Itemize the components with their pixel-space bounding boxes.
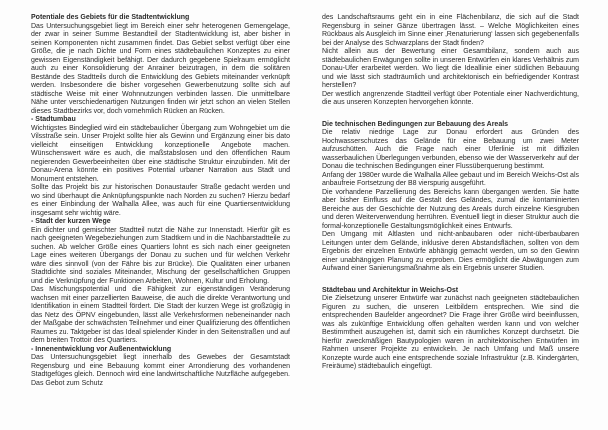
paragraph: Den Umgang mit Altlasten und nicht-anbaubaren oder nicht-überbaubaren Leitungen unter dem Gelände, inklusive deren Abstandsflächen, sollten von dem Ergebnis der einzelnen Entwürfe abhängig gemacht werden, um so den Gewinn einer unabhängigen Planung zu erproben. Dies ermöglicht die Abwägungen zum Aufwand einer Sanierungsmaßnahme als ein Ergebnis unserer Studien. bbox=[322, 231, 579, 272]
section-innenentwicklung bbox=[31, 346, 290, 389]
subsection-heading: - Innenentwicklung vor Außenentwicklung bbox=[31, 345, 172, 353]
subsection-heading: - Stadt der kurzen Wege bbox=[31, 218, 111, 225]
section-technische-bedingungen bbox=[322, 121, 579, 274]
section-heading: Potentiale des Gebiets für die Stadtentwicklung bbox=[31, 14, 190, 21]
paragraph: Nicht allein aus der Bewertung einer Gesamtbilanz, sondern auch aus städtebaulichen Erwägungen sollte in unseren Entwürfen ein klares Verhältnis zum Donau-Ufer erarbeitet werden. Wo liegt die Ideallinie einer südlichen Bebauung und wie lässt sich stadträumlich und architektonisch ein befriedigender Kontrast herstellen? bbox=[322, 48, 579, 89]
paragraph: des Landschaftsraums geht ein in eine Flächenbilanz, die sich auf die Stadt Regensburg in seiner Gänze übertragen lässt. – Welche Möglichkeiten eines Rückbaus als Ausgleich im Sinne einer ‚Renaturierung‘ lassen sich gegebenenfalls bei der Analyse des Schwarzplans der Stadt finden? bbox=[322, 14, 579, 47]
section-continuation bbox=[322, 14, 579, 108]
paragraph: Ein dichter und gemischter Stadtteil nutzt die Nähe zur Innenstadt. Hierfür gilt es nach geeigneten Wegebeziehungen zum Stadtkern und in die Nachbarstadtteile zu suchen. Ab welcher Größe eines Quartiers lohnt es sich nach einer geeigneten Lage eines weiteren Übergangs der Donau zu suchen und für welchen Verkehr wäre dies sinnvoll (von der Fähre bis zur Brücke). Die Qualitäten einer urbanen Stadtdichte sind soziales Miteinander, Mischung der gesellschaftlichen Gruppen und die Verknüpfung der Funktionen Arbeiten, Wohnen, Kultur und Erholung. bbox=[31, 226, 290, 285]
section-heading: Städtebau und Architektur in Weichs-Ost bbox=[322, 286, 459, 294]
paragraph: Die Zielsetzung unserer Entwürfe war zunächst nach geeigneten städtebaulichen Figuren zu suchen, die unseren Leitbildern entsprechen. Wie sind die entsprechenden Baufelder angeordnet? Die Frage ihrer Größe wird beeinflussen, was als zukünftige Entwicklung offen gehalten werden kann und von welcher Bestimmtheit auszugehen ist, damit sich ein räumliches Konzept durchsetzt. Die hierfür zweckmäßigen Bautypologien waren in architektonischen Entwürfen im Rahmen unserer Projekte zu entwickeln. Je nach Umfang und Maß unsere Konzepte wurde auch eine entsprechende soziale Infrastruktur (z.B. Kindergärten, Freiräume) städtebaulich eingefügt. bbox=[322, 295, 579, 370]
right-column bbox=[322, 14, 579, 372]
paragraph: Sollte das Projekt bis zur historischen Donaustaufer Straße gedacht werden und wo sind überhaupt die Anknüpfungspunkte nach Norden zu suchen? Hierzu bedarf es einer Einbindung der Walhalla Allee, was auch für eine Quartiersentwicklung insgesamt sehr wichtig wäre. bbox=[31, 184, 290, 217]
paragraph: Anfang der 1980er wurde die Walhalla Allee gebaut und im Bereich Weichs-Ost als anbaufreie Fortsetzung der B8 vierspurig ausgeführt. bbox=[322, 171, 579, 187]
section-staedtebau-architektur bbox=[322, 287, 579, 372]
section-stadtumbau bbox=[31, 116, 290, 218]
section-heading: Die technischen Bedingungen zur Bebauung des Areals bbox=[322, 120, 509, 128]
paragraph: Die vorhandene Parzellierung des Bereichs kann übergangen werden. Sie hatte aber bisher Einfluss auf die Gestalt des Geländes, zumal die kontaminierten Bereiche aus der Geschichte der Nutzung des Areals durch einzelne Kiesgruben und deren Weiterverwendung herrühren. Eventuell liegt in dieser Struktur auch die formal-konzeptionelle Gestaltungsmöglichkeit eines Entwurfs. bbox=[322, 188, 579, 230]
paragraph: Das Mischungspotential und die Fähigkeit zur eigenständigen Veränderung wachsen mit einer parzellierten Bauweise, die auch die direkte Verantwortung und Identifikation in einem Stadtteil fördert. Die Stadt der kurzen Wege ist großzügig in das Netz des ÖPNV eingebunden, lässt alle Verkehrsformen nebeneinander nach der Maßgabe der schwächsten Teilnehmer und einer Qualifizierung des öffentlichen Raumes zu. Taktgeber ist das Ideal spielender Kinder in den Seitenstraßen und auf dem breiten Trottoir des Quartiers. bbox=[31, 286, 290, 344]
paragraph: Das Untersuchungsgebiet liegt im Bereich einer sehr heterogenen Gemengelage, der zwar in seiner Summe Bestandteil der Stadtentwicklung ist, aber bisher in seinen Komponenten nicht zusammen findet. Das Gebiet selbst verfügt über eine Größe, die je nach Dichte und Form eines städtebaulichen Konzeptes zu einer gewissen Eigenständigkeit befähigt. Der dadurch gegebene Spielraum ermöglicht auch zu einer Konsolidierung der Anrainer beizutragen, in dem die solitären Bestände des Stadtteils durch die Entwicklung des Gebiets miteinander verknüpft werden. Insbesondere die bisher vorgesehen Gewerbenutzung sollte sich auf städtische Weise mit einer Wohnnutzungen verbinden lassen. Die unmittelbare Nähe unter verschiedenartigen Nutzungen finden wir jetzt schon an vielen Stellen dieses Stadtbezirks vor, doch vornehmlich Rücken an Rücken. bbox=[31, 22, 290, 115]
paragraph: Das Untersuchungsgebiet liegt innerhalb des Gewebes der Gesamtstadt Regensburg und eine Bebauung kommt einer Arrondierung des vorhandenen Stadtgefüges gleich. Dennoch wird eine landwirtschaftliche Nutzfläche aufgegeben. Das Gebot zum Schutz bbox=[31, 354, 290, 387]
paragraph: Wichtigstes Bindeglied wird ein städtebaulicher Übergang zum Wohngebiet um die Vilsstraße sein. Unser Projekt sollte hier als Gewinn und Ergänzung einer bis dato vielleicht einseitigen Entwicklung konzeptionelle Angebote machen. Wünschenswert wäre es auch, die maßstabslosen und den öffentlichen Raum negierenden Gewerbeeinheiten über eine städtische Struktur einzubinden. Mit der Donau-Arena könnte ein positives Potential urbaner Narration aus Stadt und Monument entstehen. bbox=[31, 124, 290, 183]
paragraph: Der westlich angrenzende Stadtteil verfügt über Potentiale einer Nachverdichtung, die aus unseren Konzepten hervorgehen könnte. bbox=[322, 90, 579, 106]
section-potentiale bbox=[31, 14, 290, 116]
section-stadt-der-kurzen-wege bbox=[31, 218, 290, 346]
left-column bbox=[31, 14, 290, 388]
paragraph: Die relativ niedrige Lage zur Donau erfordert aus Gründen des Hochwasserschutzes das Gelände für eine Bebauung um zwei Meter aufzuschütten. Auch die Frage nach einer Uferlinie ist mit diffizilen wasserbaulichen Überlegungen verbunden, ebenso wie der Wasserverkehr auf der Donau die technischen Bedingungen einer Flussüberquerung bestimmt. bbox=[322, 129, 579, 170]
subsection-heading: - Stadtumbau bbox=[31, 116, 76, 123]
